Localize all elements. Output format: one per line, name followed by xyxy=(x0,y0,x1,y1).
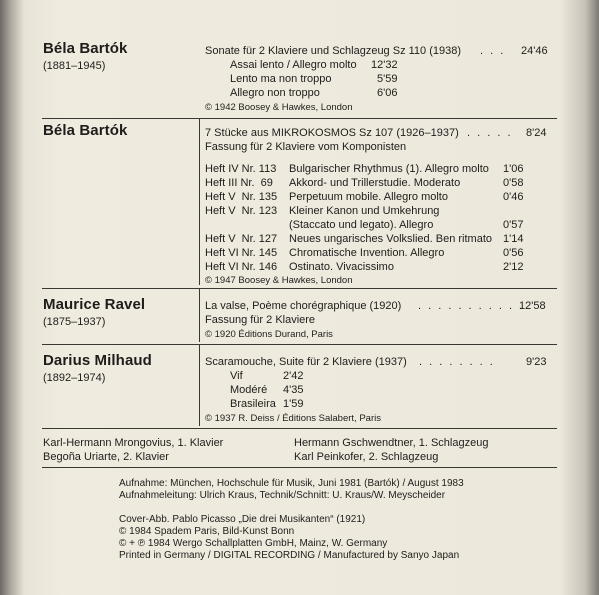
column-divider xyxy=(199,118,200,285)
column-divider xyxy=(199,288,200,342)
composer-name: Béla Bartók xyxy=(43,122,128,139)
piece-name: Chromatische Invention. Allegro xyxy=(289,247,445,259)
leader-dots: . . . . . xyxy=(467,127,513,139)
work-title: 7 Stücke aus MIKROKOSMOS Sz 107 (1926–1937) xyxy=(205,127,459,139)
movement-time: 5'59 xyxy=(377,73,398,85)
composer-dates: (1881–1945) xyxy=(43,60,106,72)
movement-name: Modéré xyxy=(230,384,268,396)
piece-heft: Heft V Nr. 135 xyxy=(205,191,278,203)
divider xyxy=(42,118,557,119)
copyright-line: © 1937 R. Deiss / Éditions Salabert, Paris xyxy=(205,413,381,424)
credit-line: © 1984 Spadem Paris, Bild-Kunst Bonn xyxy=(119,526,295,537)
piece-name: Kleiner Kanon und Umkehrung xyxy=(289,205,440,217)
movement-name: Vif xyxy=(230,370,243,382)
movement-name: Lento ma non troppo xyxy=(230,73,332,85)
piece-heft: Heft VI Nr. 145 xyxy=(205,247,278,259)
work-subtitle: Fassung für 2 Klaviere xyxy=(205,314,316,326)
copyright-line: © 1947 Boosey & Hawkes, London xyxy=(205,275,353,286)
piece-time: 0'57 xyxy=(503,219,524,231)
movement-time: 2'42 xyxy=(283,370,304,382)
piece-heft: Heft V Nr. 123 xyxy=(205,205,278,217)
credit-line: Cover-Abb. Pablo Picasso „Die drei Musikanten“ (1921) xyxy=(119,514,366,525)
leader-dots: . . . xyxy=(480,45,506,57)
movement-time: 12'32 xyxy=(371,59,398,71)
composer-name: Maurice Ravel xyxy=(43,296,146,313)
work-title: Scaramouche, Suite für 2 Klaviere (1937) xyxy=(205,356,407,368)
piece-name: Bulgarischer Rhythmus (1). Allegro molto xyxy=(289,163,489,175)
piece-time: 1'06 xyxy=(503,163,524,175)
piece-heft: Heft III Nr. 69 xyxy=(205,177,273,189)
work-duration: 9'23 xyxy=(526,356,547,368)
piece-time: 0'46 xyxy=(503,191,524,203)
credit-line: © + ℗ 1984 Wergo Schallplatten GmbH, Mainz, W. Germany xyxy=(119,538,388,549)
copyright-line: © 1942 Boosey & Hawkes, London xyxy=(205,102,353,113)
piece-name: Ostinato. Vivacissimo xyxy=(289,261,394,273)
work-duration: 24'46 xyxy=(521,45,548,57)
divider xyxy=(42,288,557,289)
movement-name: Assai lento / Allegro molto xyxy=(230,59,357,71)
performer: Karl-Hermann Mrongovius, 1. Klavier xyxy=(43,437,224,449)
piece-name: Perpetuum mobile. Allegro molto xyxy=(289,191,448,203)
movement-time: 1'59 xyxy=(283,398,304,410)
performer: Begoña Uriarte, 2. Klavier xyxy=(43,451,169,463)
composer-name: Darius Milhaud xyxy=(43,352,152,369)
movement-name: Brasileira xyxy=(230,398,276,410)
piece-heft: Heft VI Nr. 146 xyxy=(205,261,278,273)
credit-line: Aufnahmeleitung: Ulrich Kraus, Technik/Schnitt: U. Kraus/W. Meyscheider xyxy=(119,490,446,501)
performer: Karl Peinkofer, 2. Schlagzeug xyxy=(294,451,439,463)
credit-line: Printed in Germany / DIGITAL RECORDING / Manufactured by Sanyo Japan xyxy=(119,550,460,561)
movement-time: 4'35 xyxy=(283,384,304,396)
piece-name: Akkord- und Trillerstudie. Moderato xyxy=(289,177,461,189)
divider xyxy=(42,344,557,345)
performer: Hermann Gschwendtner, 1. Schlagzeug xyxy=(294,437,489,449)
leader-dots: . . . . . . . . . . . xyxy=(418,300,525,312)
movement-time: 6'06 xyxy=(377,87,398,99)
piece-time: 2'12 xyxy=(503,261,524,273)
piece-heft: Heft IV Nr. 113 xyxy=(205,163,277,175)
composer-dates: (1875–1937) xyxy=(43,316,106,328)
work-duration: 8'24 xyxy=(526,127,547,139)
work-duration: 12'58 xyxy=(519,300,546,312)
movement-name: Allegro non troppo xyxy=(230,87,320,99)
copyright-line: © 1920 Éditions Durand, Paris xyxy=(205,329,333,340)
credit-line: Aufnahme: München, Hochschule für Musik, Juni 1981 (Bartók) / August 1983 xyxy=(119,478,464,489)
piece-heft: Heft V Nr. 127 xyxy=(205,233,278,245)
work-title: La valse, Poème chorégraphique (1920) xyxy=(205,300,402,312)
column-divider xyxy=(199,344,200,426)
piece-time: 0'58 xyxy=(503,177,524,189)
divider xyxy=(42,428,557,429)
piece-time: 1'14 xyxy=(503,233,524,245)
divider xyxy=(42,467,557,468)
composer-name: Béla Bartók xyxy=(43,40,128,57)
piece-name: (Staccato und legato). Allegro xyxy=(289,219,434,231)
leader-dots: . . . . . . . . xyxy=(419,356,495,368)
piece-time: 0'56 xyxy=(503,247,524,259)
work-title: Sonate für 2 Klaviere und Schlagzeug Sz 110 (1938) xyxy=(205,45,462,57)
piece-name: Neues ungarisches Volkslied. Ben ritmato xyxy=(289,233,492,245)
composer-dates: (1892–1974) xyxy=(43,372,106,384)
work-subtitle: Fassung für 2 Klaviere vom Komponisten xyxy=(205,141,407,153)
